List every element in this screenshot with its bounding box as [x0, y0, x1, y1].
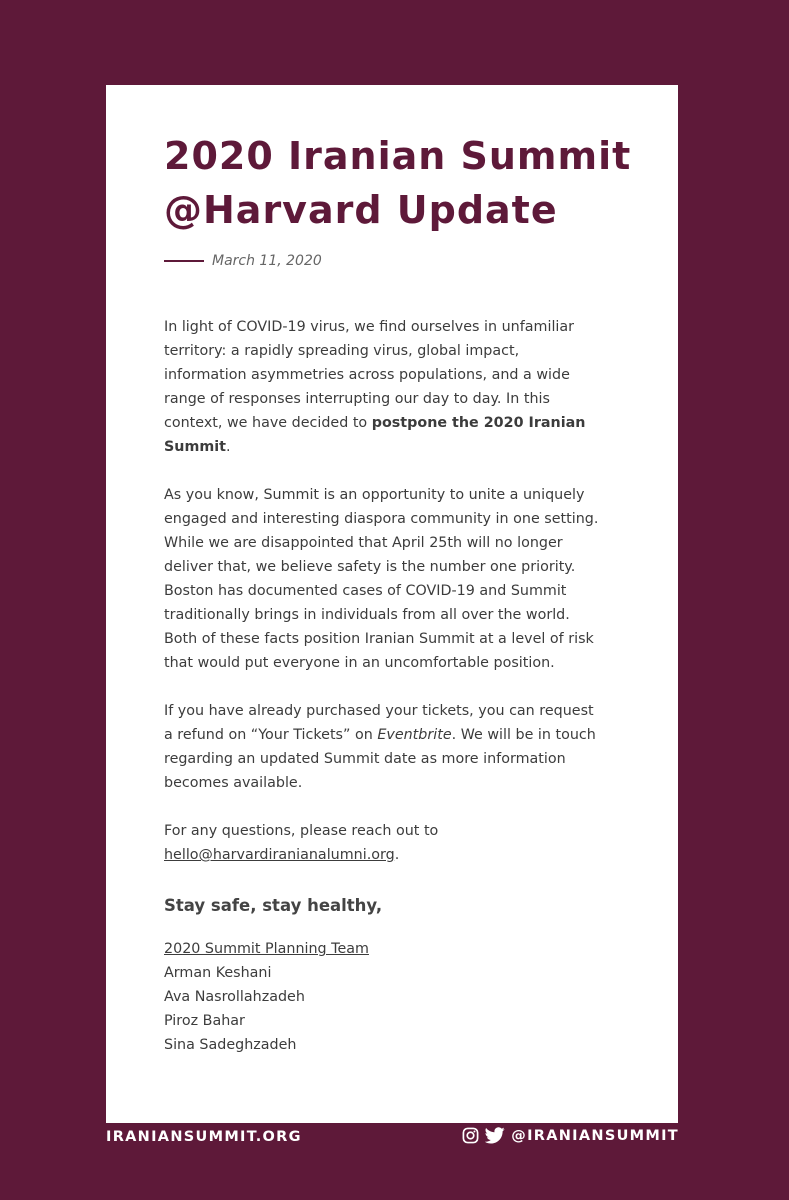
paragraph-2: As you know, Summit is an opportunity to unite a uniquely engaged and interesting diaspora community in one setting. While we are disappointed that April 25th will no longer deliver that, we believe safety is the number one priority. Boston has documented cases of COVID-19 and Summit traditionally brings in individuals from all over the world. Both of these facts position Iranian Summit at a level of risk that would put everyone in an uncomfortable position. — [164, 487, 599, 671]
paragraph-3-start: If you have already purchased your tickets, you can request a refund on “Your Tickets” on — [164, 703, 594, 743]
website-link[interactable]: IRANIANSUMMIT.ORG — [106, 1129, 302, 1145]
team-link[interactable]: 2020 Summit Planning Team — [164, 941, 369, 957]
date-divider — [164, 260, 204, 262]
paragraph-3 — [164, 699, 604, 795]
paragraph-1 — [164, 315, 604, 459]
post-date: March 11, 2020 — [212, 253, 322, 269]
team-list — [164, 937, 604, 1057]
team-member: Ava Nasrollahzadeh — [164, 989, 305, 1005]
team-member: Arman Keshani — [164, 965, 272, 981]
date-row — [164, 253, 322, 269]
signoff-closing: Stay safe, stay healthy, — [164, 896, 383, 915]
team-member: Piroz Bahar — [164, 1013, 245, 1029]
instagram-icon[interactable] — [462, 1127, 479, 1144]
title-line-2: @Harvard Update — [164, 188, 558, 232]
paragraph-1-end: . — [226, 439, 231, 455]
social-handle-group — [462, 1127, 679, 1144]
page-title — [164, 129, 664, 237]
contact-email-link[interactable]: hello@harvardiranianalumni.org — [164, 847, 395, 863]
paragraph-3-end: . We will be in touch regarding an updated Summit date as more information becomes available. — [164, 727, 596, 791]
paragraph-4 — [164, 819, 604, 867]
eventbrite-mention: Eventbrite — [377, 727, 452, 743]
announcement-body — [164, 315, 604, 1057]
title-line-1: 2020 Iranian Summit — [164, 134, 632, 178]
paragraph-4-start: For any questions, please reach out to — [164, 823, 439, 839]
announcement-card — [106, 85, 678, 1123]
team-member: Sina Sadeghzadeh — [164, 1037, 297, 1053]
twitter-icon[interactable] — [485, 1127, 505, 1144]
social-handle[interactable]: @IRANIANSUMMIT — [511, 1127, 679, 1144]
paragraph-1-text: In light of COVID-19 virus, we find ourselves in unfamiliar territory: a rapidly spreading virus, global impact, information asymmetries across populations, and a wide range of responses interrupting our day to day. In this context, we have decided to — [164, 319, 575, 431]
paragraph-4-end: . — [394, 847, 400, 863]
postpone-emphasis: postpone the 2020 Iranian Summit — [164, 415, 586, 455]
